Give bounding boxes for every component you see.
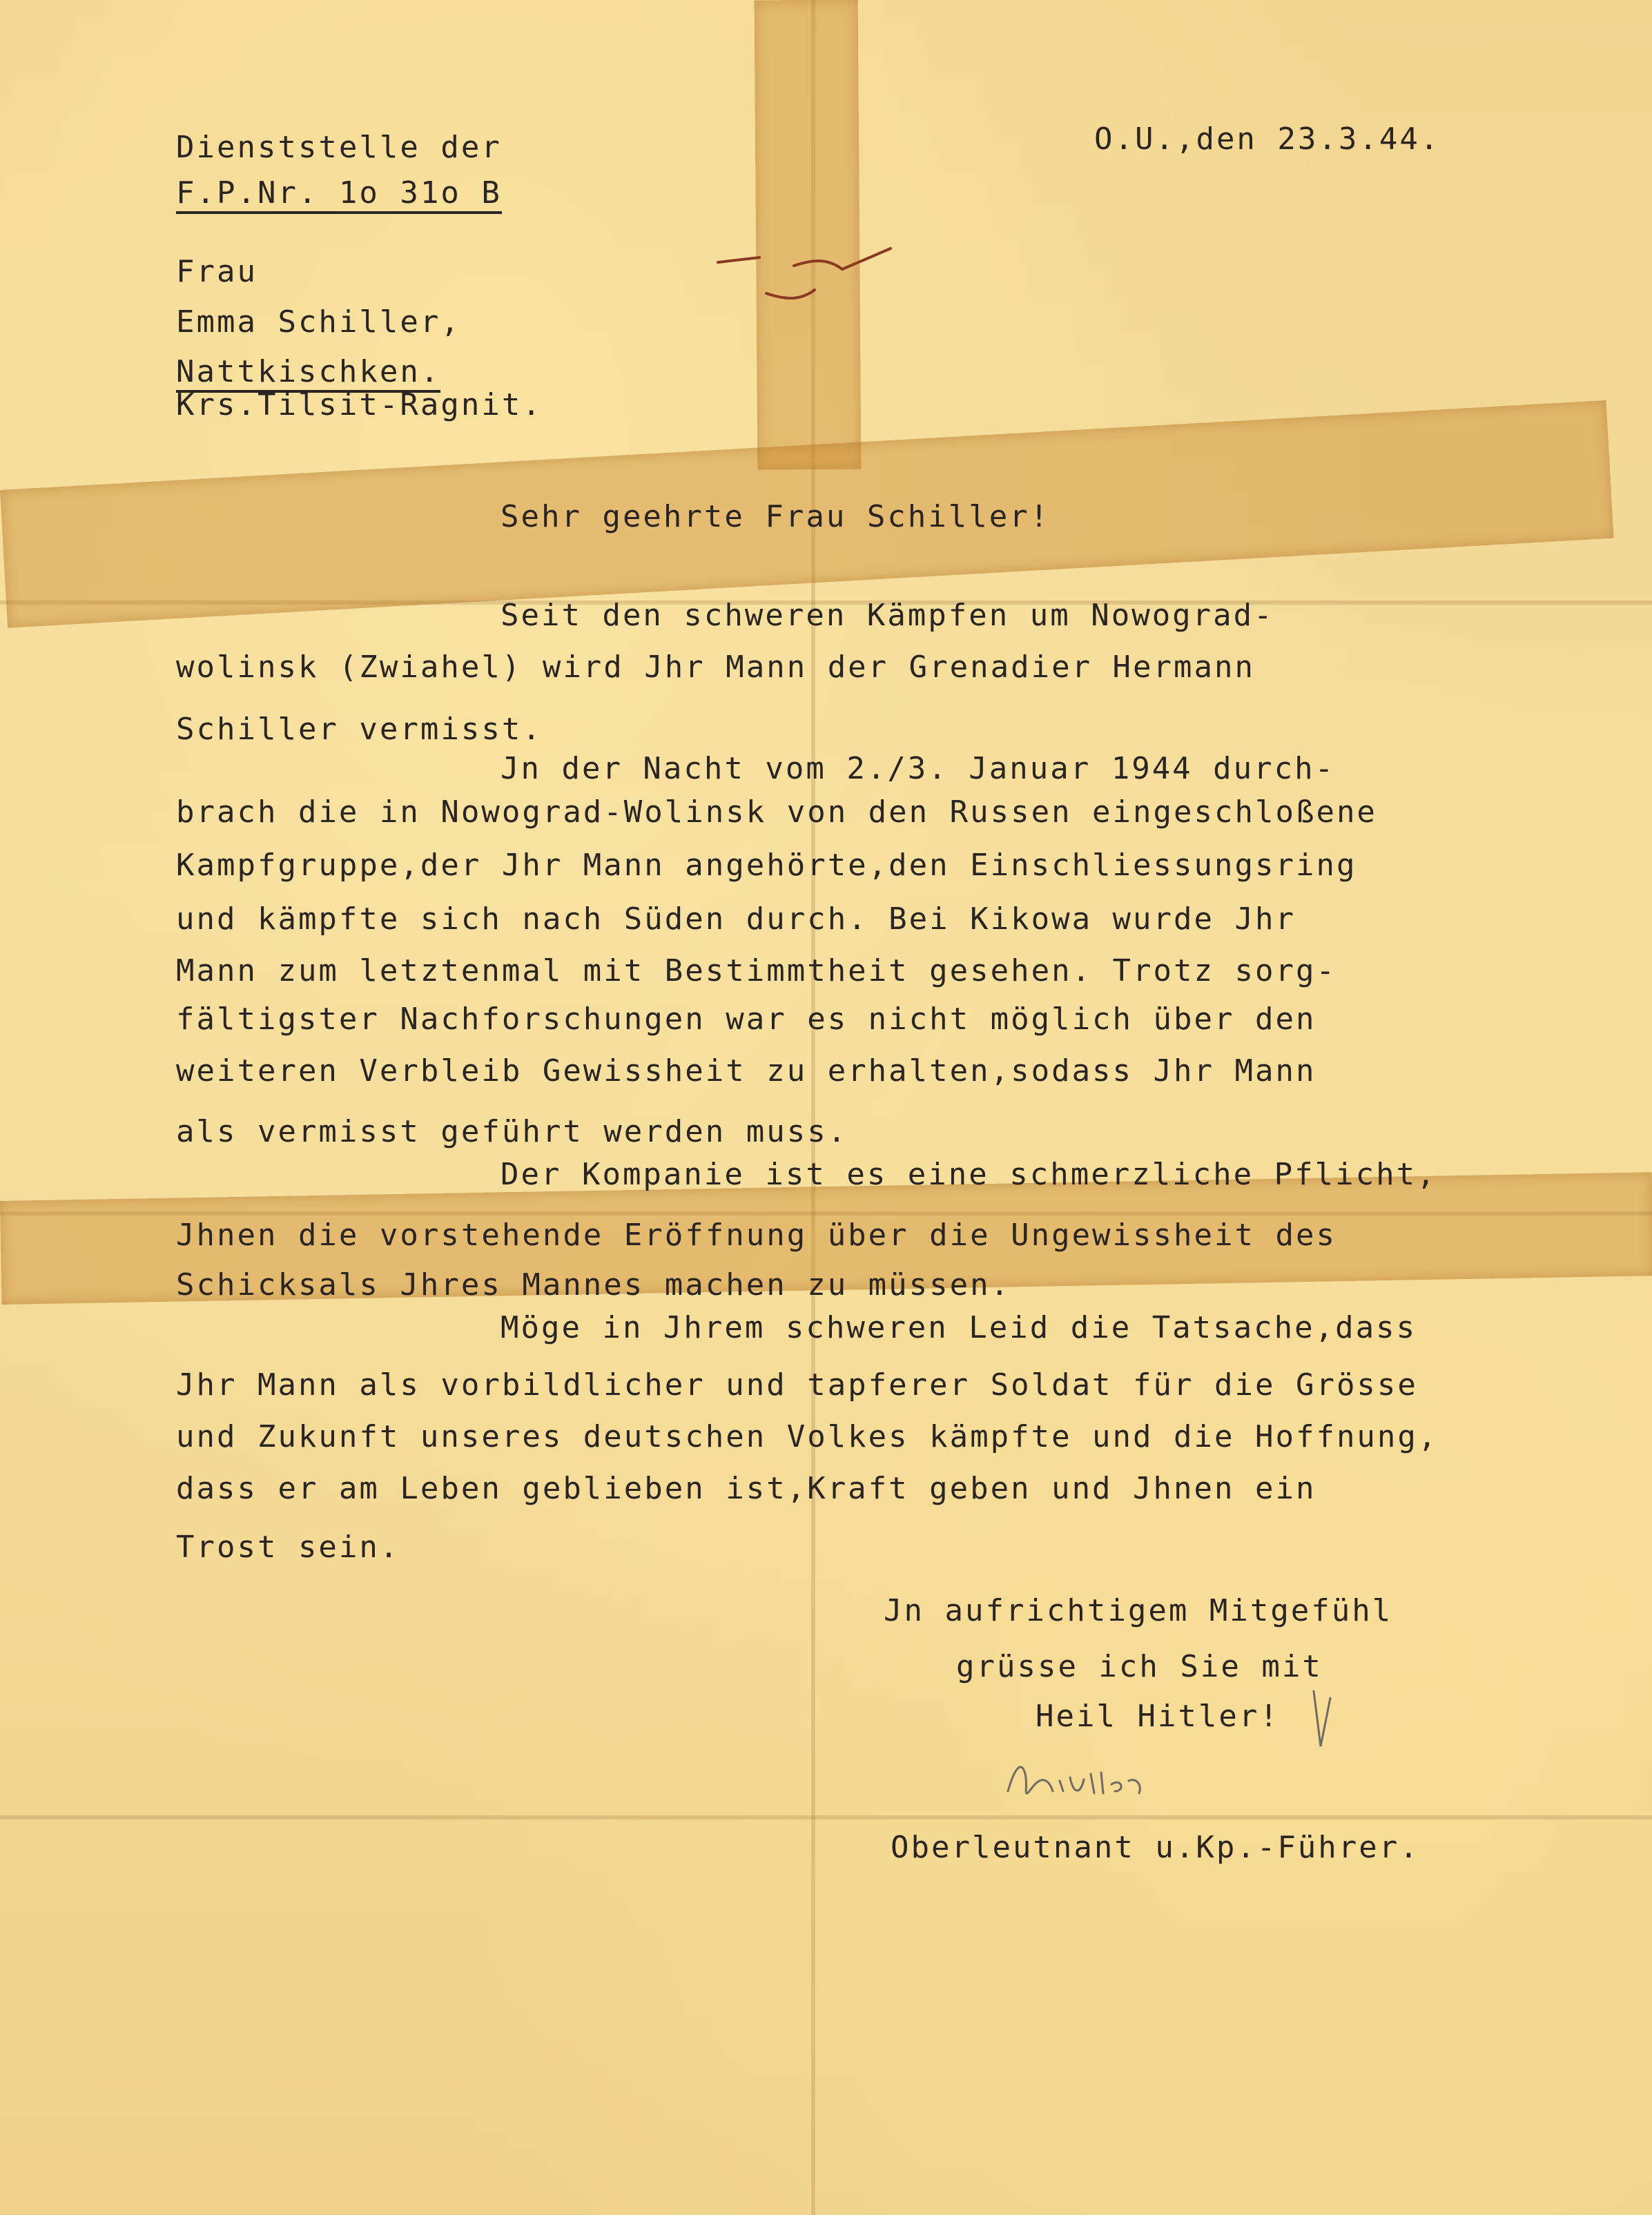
fold-crease-lower xyxy=(0,1815,1652,1819)
body-line: Trost sein. xyxy=(176,1530,400,1565)
recipient-salutation: Frau xyxy=(176,254,257,289)
body-line: brach die in Nowograd-Wolinsk von den Russen eingeschloßene xyxy=(176,794,1377,830)
body-line: dass er am Leben geblieben ist,Kraft geben und Jhnen ein xyxy=(176,1471,1316,1506)
body-line: Mann zum letztenmal mit Bestimmtheit gesehen. Trotz sorg- xyxy=(176,953,1337,988)
recipient-district: Krs.Tilsit-Ragnit. xyxy=(176,387,543,422)
body-line: Jhr Mann als vorbildlicher und tapferer Soldat für die Grösse xyxy=(176,1367,1418,1403)
body-line: weiteren Verbleib Gewissheit zu erhalten,sodass Jhr Mann xyxy=(176,1053,1316,1089)
sender-line-2: F.P.Nr. 1o 31o B xyxy=(176,178,502,214)
body-line: Möge in Jhrem schweren Leid die Tatsache,dass xyxy=(501,1310,1417,1345)
body-line: und kämpfte sich nach Süden durch. Bei Kikowa wurde Jhr xyxy=(176,901,1296,937)
body-line: Schicksals Jhres Mannes machen zu müssen. xyxy=(176,1267,1011,1302)
letter-date: O.U.,den 23.3.44. xyxy=(1094,121,1441,157)
body-line: Jhnen die vorstehende Eröffnung über die Ungewissheit des xyxy=(176,1218,1337,1253)
body-line: Jn der Nacht vom 2./3. Januar 1944 durch- xyxy=(501,751,1336,786)
closing-line-3: Heil Hitler! xyxy=(1036,1699,1280,1734)
sender-line-1: Dienststelle der xyxy=(176,130,502,165)
closing-line-1: Jn aufrichtigem Mitgefühl xyxy=(884,1593,1393,1628)
recipient-place: Nattkischken. xyxy=(176,357,440,393)
handwritten-marks xyxy=(711,238,939,314)
body-line: Kampfgruppe,der Jhr Mann angehörte,den Einschliessungsring xyxy=(176,848,1357,883)
greeting: Sehr geehrte Frau Schiller! xyxy=(501,499,1051,534)
body-line: fältigster Nachforschungen war es nicht möglich über den xyxy=(176,1002,1316,1037)
body-line: und Zukunft unseres deutschen Volkes kämpfte und die Hoffnung, xyxy=(176,1419,1439,1454)
body-line: als vermisst geführt werden muss. xyxy=(176,1114,848,1149)
closing-line-2: grüsse ich Sie mit xyxy=(956,1649,1323,1684)
body-line: Der Kompanie ist es eine schmerzliche Pflicht, xyxy=(501,1157,1437,1192)
signatory-title: Oberleutnant u.Kp.-Führer. xyxy=(891,1830,1420,1865)
tape-stain-vertical xyxy=(755,0,862,470)
body-line: Seit den schweren Kämpfen um Nowograd- xyxy=(501,598,1274,633)
recipient-name: Emma Schiller, xyxy=(176,304,461,340)
handwritten-signature xyxy=(994,1753,1201,1808)
body-line: wolinsk (Zwiahel) wird Jhr Mann der Grenadier Hermann xyxy=(176,650,1255,685)
pencil-tick-mark xyxy=(1308,1684,1336,1760)
body-line: Schiller vermisst. xyxy=(176,712,543,747)
